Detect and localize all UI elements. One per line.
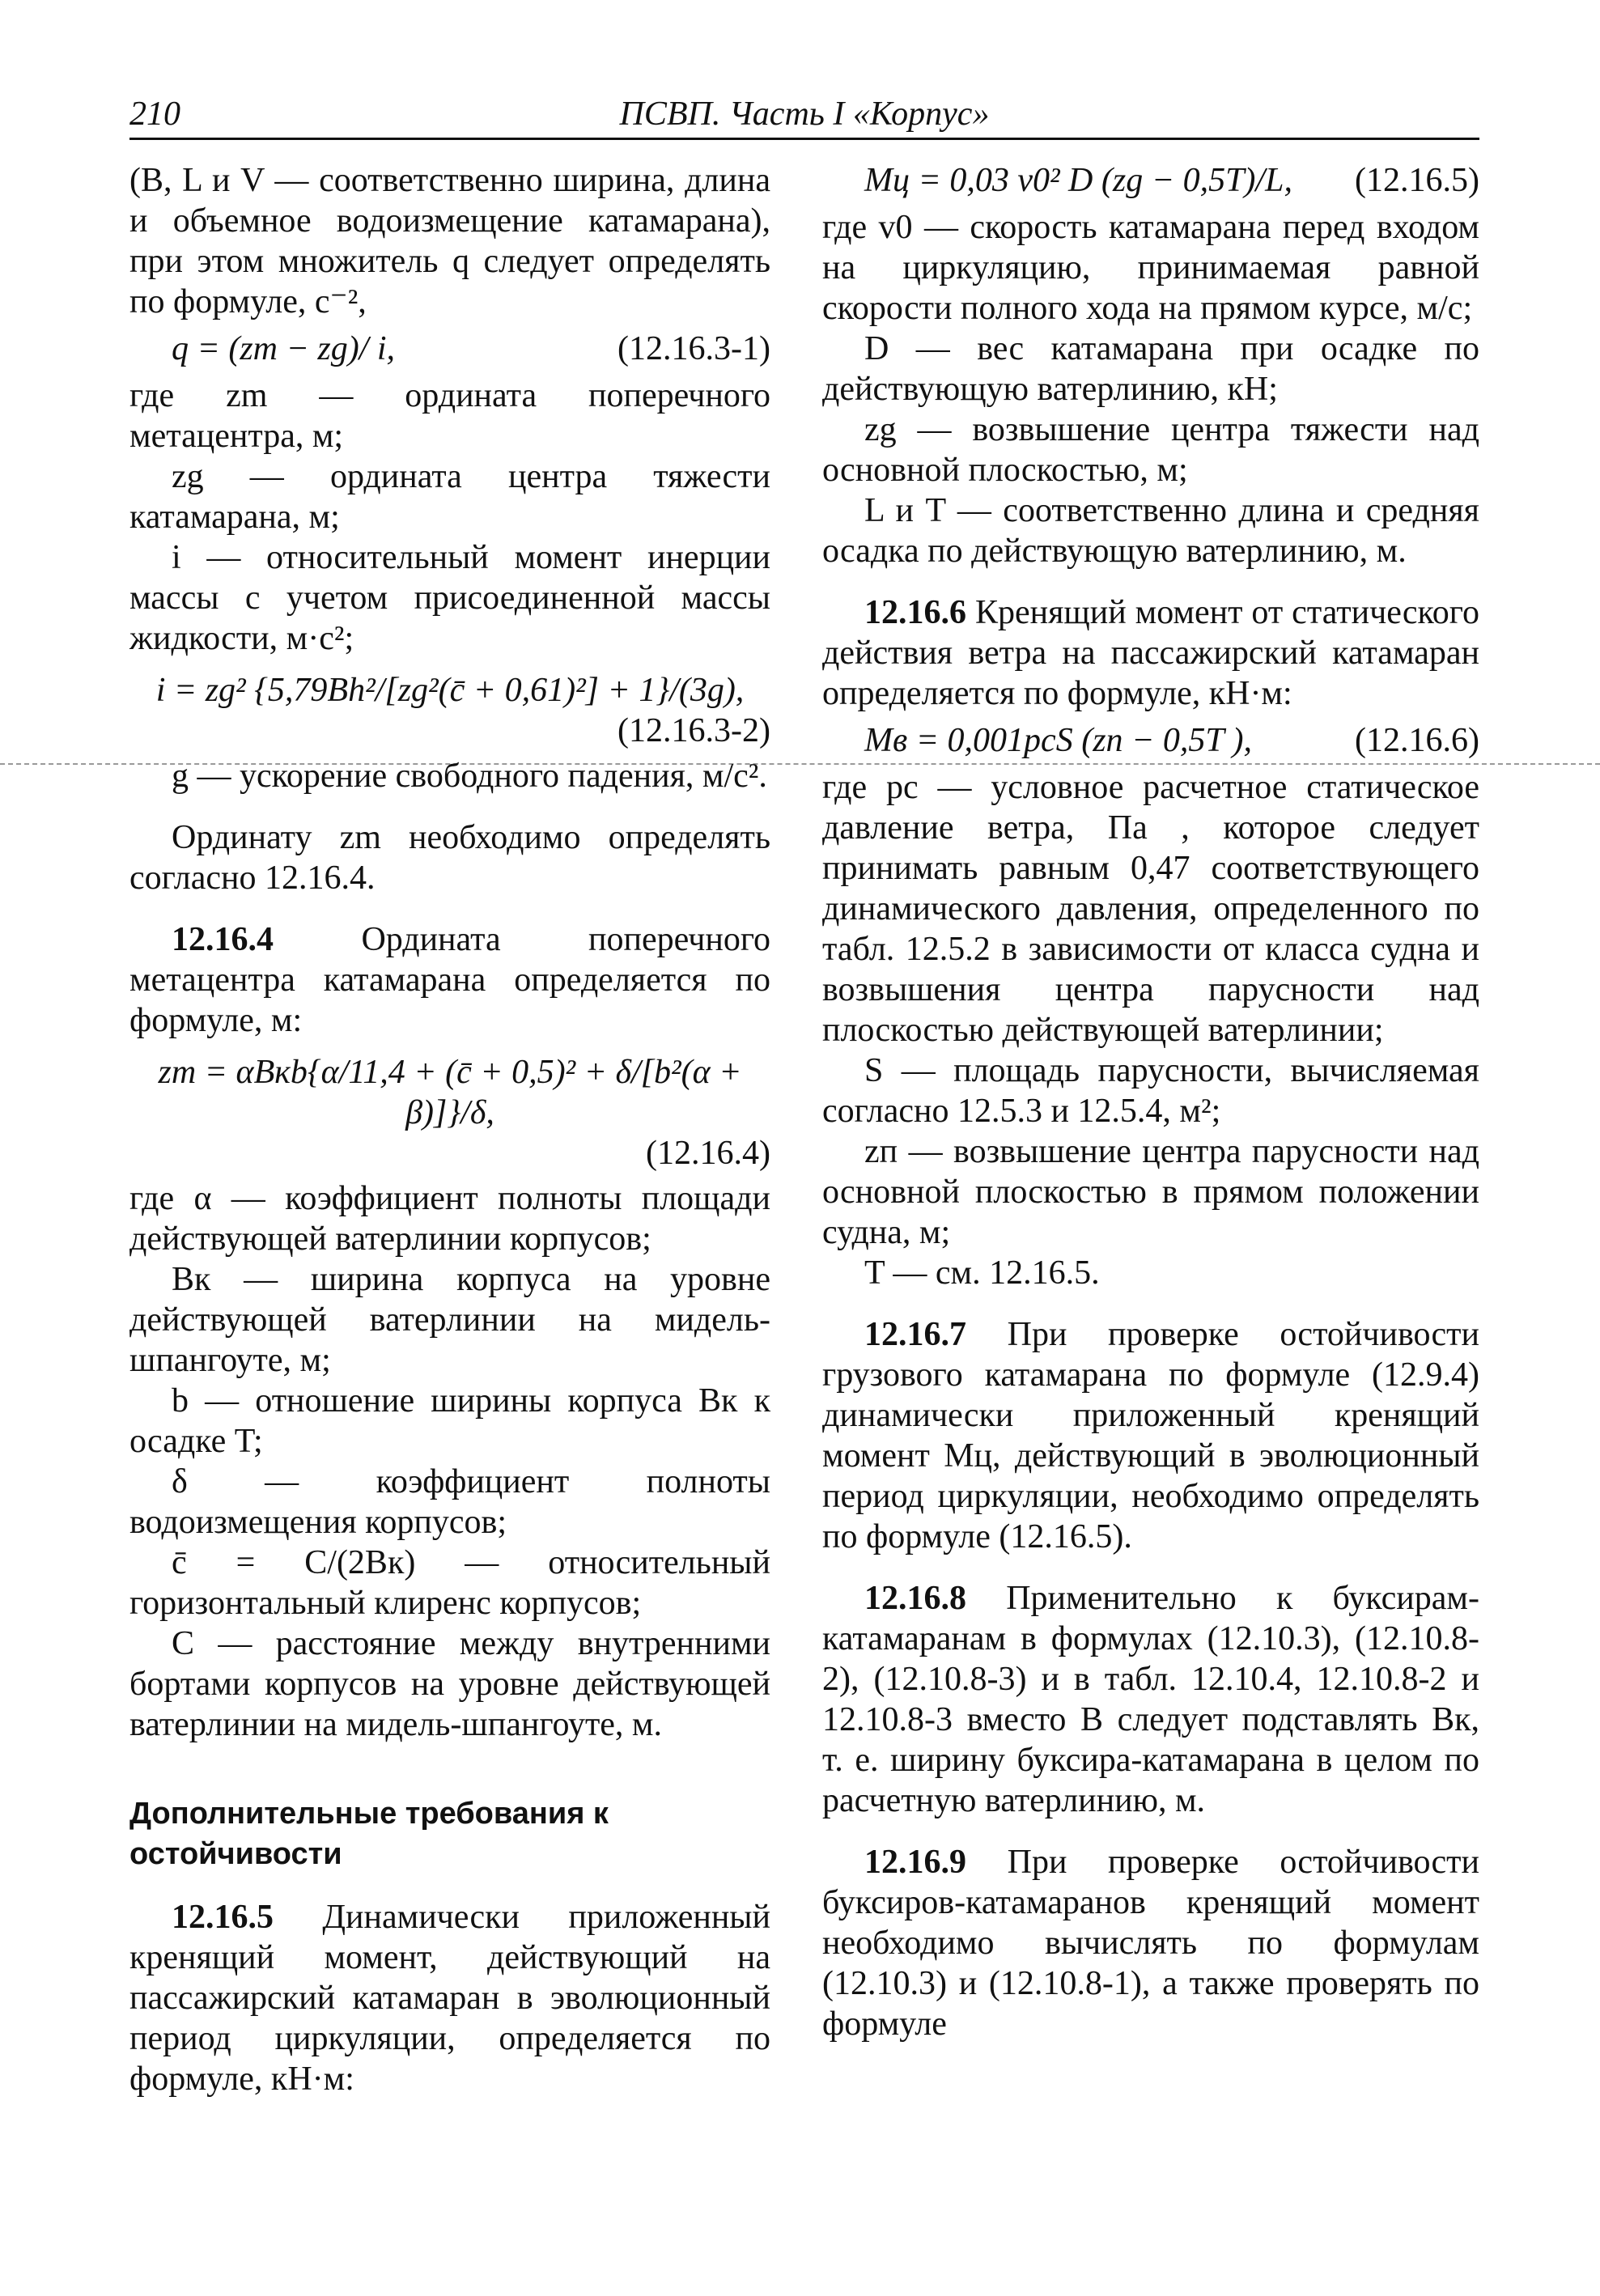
definition-t: T — см. 12.16.5. bbox=[864, 1254, 1100, 1292]
definition-pc: где pc — условное расчетное статическое давление ветра, Па , которое следует принимать равным 0,47 соответствующего динамического давления, определенного по табл. 12.5.2 в зависимости от класса судна и возвышения центра парусности над плоскостью действующей ватерлинии; bbox=[822, 769, 1479, 1049]
definition-b: b — отношение ширины корпуса Bк к осадке T; bbox=[129, 1382, 770, 1460]
clause-12-16-7 bbox=[822, 1314, 1479, 1557]
clause-12-16-5 bbox=[129, 1897, 770, 2099]
clause-number: 12.16.5 bbox=[172, 1899, 274, 1936]
section-heading: Дополнительные требования к остойчивости bbox=[129, 1797, 609, 1871]
formula-number: (12.16.6) bbox=[1355, 722, 1479, 759]
definition-alpha: где α — коэффициент полноты площади действующей ватерлинии корпусов; bbox=[129, 1180, 770, 1258]
formula-expression: zm = αBкb{α/11,4 + (c̄ + 0,5)² + δ/[b²(α + β)]}/δ, bbox=[158, 1054, 742, 1131]
clause-text: Динамически приложенный кренящий момент, действующий на пассажирский катамаран в эволюционный период циркуляции, определяется по формуле, кН·м: bbox=[129, 1899, 770, 2098]
definition-v0: где v0 — скорость катамарана перед входом на циркуляцию, принимаемая равной скорости полного хода на прямом курсе, м/с; bbox=[822, 209, 1479, 327]
clause-number: 12.16.8 bbox=[864, 1580, 966, 1617]
clause-text: Кренящий момент от статического действия ветра на пассажирский катамаран определяется по формуле, кН·м: bbox=[822, 594, 1479, 712]
definition-s: S — площадь парусности, вычисляемая согласно 12.5.3 и 12.5.4, м²; bbox=[822, 1052, 1479, 1130]
clause-text: При проверке остойчивости буксиров-катамаранов кренящий момент необходимо вычислять по формулам (12.10.3) и (12.10.8-1), а также проверять по формуле bbox=[822, 1844, 1480, 2043]
intro-paragraph: (B, L и V — соответственно ширина, длина и объемное водоизмещение катамарана), при этом множитель q следует определять по формуле, с⁻², bbox=[129, 162, 770, 320]
formula-number: (12.16.3-1) bbox=[618, 330, 770, 367]
clause-number: 12.16.4 bbox=[172, 921, 274, 958]
definition-zg: zg — ордината центра тяжести катамарана, м; bbox=[129, 458, 770, 536]
formula-expression: i = zg² {5,79Bh²/[zg²(c̄ + 0,61)²] + 1}/(3g), bbox=[155, 672, 745, 709]
definition-l-t: L и T — соответственно длина и средняя осадка по действующую ватерлинию, м. bbox=[822, 492, 1479, 570]
definition-bk: Bк — ширина корпуса на уровне действующей ватерлинии на мидель-шпангоуте, м; bbox=[129, 1261, 770, 1379]
definition-g: g — ускорение свободного падения, м/с². bbox=[172, 758, 767, 795]
running-title: ПСВП. Часть I «Корпус» bbox=[619, 95, 990, 133]
formula-12-16-3-2 bbox=[129, 670, 770, 751]
definition-zg-right: zg — возвышение центра тяжести над основной плоскостью, м; bbox=[822, 411, 1479, 489]
formula-12-16-6 bbox=[822, 720, 1479, 761]
formula-12-16-5 bbox=[822, 160, 1479, 201]
clause-number: 12.16.9 bbox=[864, 1844, 966, 1881]
definition-zm: где zm — ордината поперечного метацентра, м; bbox=[129, 377, 770, 455]
definition-delta: δ — коэффициент полноты водоизмещения корпусов; bbox=[129, 1463, 770, 1541]
formula-12-16-4 bbox=[129, 1052, 770, 1173]
zm-note: Ординату zm необходимо определять согласно 12.16.4. bbox=[129, 819, 770, 897]
definition-i: i — относительный момент инерции массы с учетом присоединенной массы жидкости, м·с²; bbox=[129, 539, 770, 657]
formula-number: (12.16.4) bbox=[646, 1135, 770, 1172]
clause-number: 12.16.6 bbox=[864, 594, 966, 631]
clause-text: Применительно к буксирам-катамаранам в формулах (12.10.3), (12.10.8-2), (12.10.8-3) и в табл. 12.10.4, 12.10.8-2 и 12.10.8-3 вместо B следует подставлять Bк, т. е. ширину буксира-катамарана в целом по расчетную ватерлинию, м. bbox=[822, 1580, 1479, 1819]
definition-c-bar: c̄ = C/(2Bк) — относительный горизонтальный клиренс корпусов; bbox=[129, 1544, 770, 1622]
page-number: 210 bbox=[129, 95, 180, 133]
formula-expression: q = (zm − zg)/ i, bbox=[172, 330, 396, 367]
clause-text: Ордината поперечного метацентра катамарана определяется по формуле, м: bbox=[129, 921, 771, 1039]
definition-zp: zп — возвышение центра парусности над основной плоскостью в прямом положении судна, м; bbox=[822, 1133, 1479, 1251]
right-column bbox=[822, 160, 1479, 2044]
left-column bbox=[129, 160, 770, 2099]
formula-number: (12.16.3-2) bbox=[618, 712, 770, 749]
formula-number: (12.16.5) bbox=[1355, 162, 1479, 199]
formula-12-16-3-1 bbox=[129, 329, 770, 369]
clause-12-16-8 bbox=[822, 1578, 1479, 1821]
formula-expression: Mц = 0,03 v0² D (zg − 0,5T)/L, bbox=[864, 162, 1292, 199]
formula-expression: Mв = 0,001pcS (zп − 0,5T ), bbox=[864, 722, 1252, 759]
definition-c: C — расстояние между внутренними бортами корпусов на уровне действующей ватерлинии на мидель-шпангоуте, м. bbox=[129, 1625, 770, 1743]
clause-text: При проверке остойчивости грузового катамарана по формуле (12.9.4) динамически приложенный кренящий момент Mц, действующий в эволюционный период циркуляции, необходимо определять по формуле (12.16.5). bbox=[822, 1316, 1480, 1555]
clause-number: 12.16.7 bbox=[864, 1316, 966, 1353]
clause-12-16-9 bbox=[822, 1842, 1479, 2044]
page-header bbox=[129, 91, 1479, 140]
definition-d: D — вес катамарана при осадке по действующую ватерлинию, кН; bbox=[822, 330, 1479, 408]
clause-12-16-6 bbox=[822, 592, 1479, 714]
clause-12-16-4 bbox=[129, 919, 770, 1041]
